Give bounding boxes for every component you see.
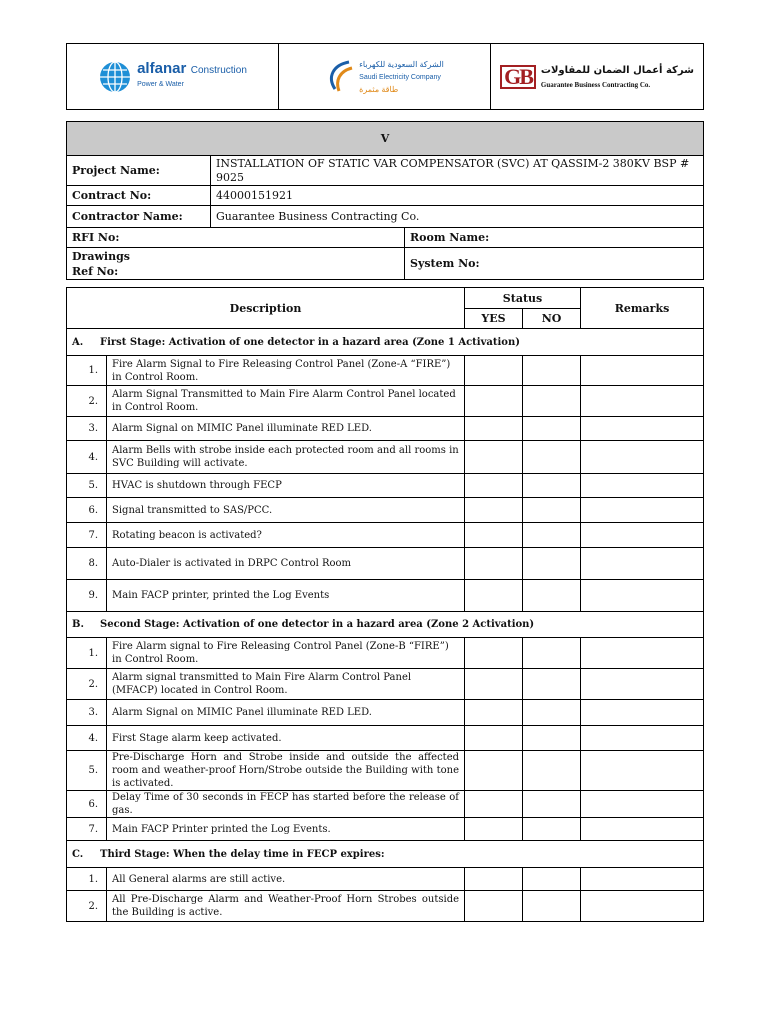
remarks-cell[interactable] [581, 386, 704, 417]
yes-cell[interactable] [465, 386, 523, 417]
item-number: 4. [67, 441, 107, 474]
item-description: Alarm Signal on MIMIC Panel illuminate RED LED. [107, 417, 465, 441]
section-letter: A. [72, 336, 84, 348]
alfanar-name: alfanar [137, 60, 187, 77]
section-letter: C. [72, 848, 84, 860]
item-description: Signal transmitted to SAS/PCC. [107, 498, 465, 523]
yes-header: YES [465, 309, 523, 329]
item-number: 1. [67, 638, 107, 669]
checklist-row [67, 868, 704, 891]
item-description: Alarm Signal Transmitted to Main Fire Alarm Control Panel located in Control Room. [107, 386, 465, 417]
room-name-label: Room Name: [405, 228, 704, 248]
remarks-cell[interactable] [581, 548, 704, 580]
item-number: 6. [67, 791, 107, 818]
checklist-row [67, 791, 704, 818]
yes-cell[interactable] [465, 356, 523, 386]
no-cell[interactable] [523, 818, 581, 841]
checklist-row [67, 386, 704, 417]
checklist-row [67, 356, 704, 386]
no-cell[interactable] [523, 751, 581, 791]
remarks-cell[interactable] [581, 868, 704, 891]
item-number: 3. [67, 700, 107, 726]
checklist-row [67, 474, 704, 498]
no-cell[interactable] [523, 638, 581, 669]
no-cell[interactable] [523, 791, 581, 818]
contractor-name-value: Guarantee Business Contracting Co. [211, 206, 704, 228]
logo-header [66, 43, 704, 110]
item-description: Alarm Signal on MIMIC Panel illuminate RED LED. [107, 700, 465, 726]
yes-cell[interactable] [465, 417, 523, 441]
item-number: 1. [67, 868, 107, 891]
no-cell[interactable] [523, 669, 581, 700]
item-description: Main FACP Printer printed the Log Events. [107, 818, 465, 841]
checklist-row [67, 523, 704, 548]
checklist-row [67, 818, 704, 841]
sec-english: Saudi Electricity Company [359, 74, 441, 81]
item-description: Pre-Discharge Horn and Strobe inside and outside the affected room and weather-proof Horn/Strobe outside the Building with tone is activated. [107, 751, 465, 791]
remarks-cell[interactable] [581, 638, 704, 669]
sec-swoosh-icon [325, 59, 355, 95]
remarks-cell[interactable] [581, 356, 704, 386]
sec-logo [279, 44, 491, 110]
checklist-row [67, 580, 704, 612]
alfanar-logo [67, 44, 279, 110]
status-header: Status [465, 288, 581, 309]
no-cell[interactable] [523, 548, 581, 580]
item-number: 5. [67, 751, 107, 791]
item-number: 4. [67, 726, 107, 751]
yes-cell[interactable] [465, 638, 523, 669]
yes-cell[interactable] [465, 523, 523, 548]
item-number: 7. [67, 818, 107, 841]
alfanar-tagline: Power & Water [137, 81, 184, 88]
item-description: Delay Time of 30 seconds in FECP has started before the release of gas. [107, 791, 465, 818]
yes-cell[interactable] [465, 868, 523, 891]
no-cell[interactable] [523, 356, 581, 386]
yes-cell[interactable] [465, 891, 523, 922]
system-no-label: System No: [405, 248, 704, 280]
section-header [67, 841, 704, 868]
item-number: 7. [67, 523, 107, 548]
project-info-table [66, 121, 704, 280]
checklist-table [66, 287, 704, 922]
section-title: Second Stage: Activation of one detector in a hazard area (Zone 2 Activation) [100, 619, 535, 630]
gbc-logo [491, 44, 704, 110]
project-name-value: INSTALLATION OF STATIC VAR COMPENSATOR (SVC) AT QASSIM-2 380KV BSP # 9025 [211, 156, 704, 186]
rfi-no-label: RFI No: [67, 228, 405, 248]
checklist-row [67, 891, 704, 922]
yes-cell[interactable] [465, 700, 523, 726]
item-number: 9. [67, 580, 107, 612]
item-number: 8. [67, 548, 107, 580]
drawings-label: Drawings [72, 249, 130, 263]
item-description: Rotating beacon is activated? [107, 523, 465, 548]
contractor-name-label: Contractor Name: [67, 206, 211, 228]
item-description: HVAC is shutdown through FECP [107, 474, 465, 498]
no-cell[interactable] [523, 891, 581, 922]
checklist-row [67, 669, 704, 700]
no-cell[interactable] [523, 474, 581, 498]
item-description: Alarm signal transmitted to Main Fire Alarm Control Panel (MFACP) located in Control Room. [107, 669, 465, 700]
drawings-ref-label [67, 248, 405, 280]
checklist-row [67, 751, 704, 791]
remarks-cell[interactable] [581, 700, 704, 726]
yes-cell[interactable] [465, 548, 523, 580]
checklist-row [67, 700, 704, 726]
remarks-cell[interactable] [581, 669, 704, 700]
ref-no-label: Ref No: [72, 264, 119, 278]
item-number: 1. [67, 356, 107, 386]
alfanar-construction: Construction [190, 65, 247, 76]
remarks-cell[interactable] [581, 726, 704, 751]
gbc-arabic: شركة أعمال الضمان للمقاولات [540, 65, 694, 76]
section-header [67, 329, 704, 356]
checklist-row [67, 441, 704, 474]
yes-cell[interactable] [465, 791, 523, 818]
yes-cell[interactable] [465, 474, 523, 498]
remarks-cell[interactable] [581, 791, 704, 818]
remarks-cell[interactable] [581, 498, 704, 523]
sec-tagline: طاقة مثمرة [359, 85, 399, 94]
item-description: Fire Alarm Signal to Fire Releasing Control Panel (Zone-A “FIRE”) in Control Room. [107, 356, 465, 386]
globe-icon [98, 60, 132, 94]
item-number: 6. [67, 498, 107, 523]
remarks-cell[interactable] [581, 474, 704, 498]
yes-cell[interactable] [465, 669, 523, 700]
contract-no-value: 44000151921 [211, 186, 704, 206]
remarks-cell[interactable] [581, 523, 704, 548]
item-description: Fire Alarm signal to Fire Releasing Control Panel (Zone-B “FIRE”) in Control Room. [107, 638, 465, 669]
item-description: Auto-Dialer is activated in DRPC Control Room [107, 548, 465, 580]
remarks-cell[interactable] [581, 818, 704, 841]
no-cell[interactable] [523, 580, 581, 612]
no-cell[interactable] [523, 700, 581, 726]
checklist-row [67, 417, 704, 441]
checklist-row [67, 548, 704, 580]
item-number: 2. [67, 891, 107, 922]
checklist-row [67, 726, 704, 751]
remarks-cell[interactable] [581, 891, 704, 922]
section-letter: B. [72, 619, 84, 630]
checklist-row [67, 638, 704, 669]
item-description: All General alarms are still active. [107, 868, 465, 891]
item-number: 3. [67, 417, 107, 441]
no-cell[interactable] [523, 386, 581, 417]
remarks-cell[interactable] [581, 441, 704, 474]
item-description: Main FACP printer, printed the Log Events [107, 580, 465, 612]
sec-arabic: الشركة السعودية للكهرباء [359, 60, 444, 69]
no-cell[interactable] [523, 726, 581, 751]
description-header: Description [67, 288, 465, 329]
no-cell[interactable] [523, 868, 581, 891]
yes-cell[interactable] [465, 818, 523, 841]
form-title: V [67, 122, 704, 156]
item-description: All Pre-Discharge Alarm and Weather-Proof Horn Strobes outside the Building is active. [107, 891, 465, 922]
no-cell[interactable] [523, 498, 581, 523]
no-header: NO [523, 309, 581, 329]
no-cell[interactable] [523, 441, 581, 474]
yes-cell[interactable] [465, 441, 523, 474]
item-description: First Stage alarm keep activated. [107, 726, 465, 751]
no-cell[interactable] [523, 523, 581, 548]
section-header [67, 612, 704, 638]
gbc-english: Guarantee Business Contracting Co. [540, 81, 651, 89]
yes-cell[interactable] [465, 726, 523, 751]
section-title: First Stage: Activation of one detector in a hazard area (Zone 1 Activation) [100, 336, 520, 348]
contract-no-label: Contract No: [67, 186, 211, 206]
yes-cell[interactable] [465, 751, 523, 791]
remarks-cell[interactable] [581, 751, 704, 791]
checklist-row [67, 498, 704, 523]
item-description: Alarm Bells with strobe inside each protected room and all rooms in SVC Building will activate. [107, 441, 465, 474]
yes-cell[interactable] [465, 498, 523, 523]
gbc-mark: GB [500, 65, 536, 89]
item-number: 5. [67, 474, 107, 498]
item-number: 2. [67, 669, 107, 700]
project-name-label: Project Name: [67, 156, 211, 186]
item-number: 2. [67, 386, 107, 417]
remarks-header: Remarks [581, 288, 704, 329]
section-title: Third Stage: When the delay time in FECP expires: [100, 848, 385, 860]
remarks-cell[interactable] [581, 417, 704, 441]
yes-cell[interactable] [465, 580, 523, 612]
remarks-cell[interactable] [581, 580, 704, 612]
no-cell[interactable] [523, 417, 581, 441]
